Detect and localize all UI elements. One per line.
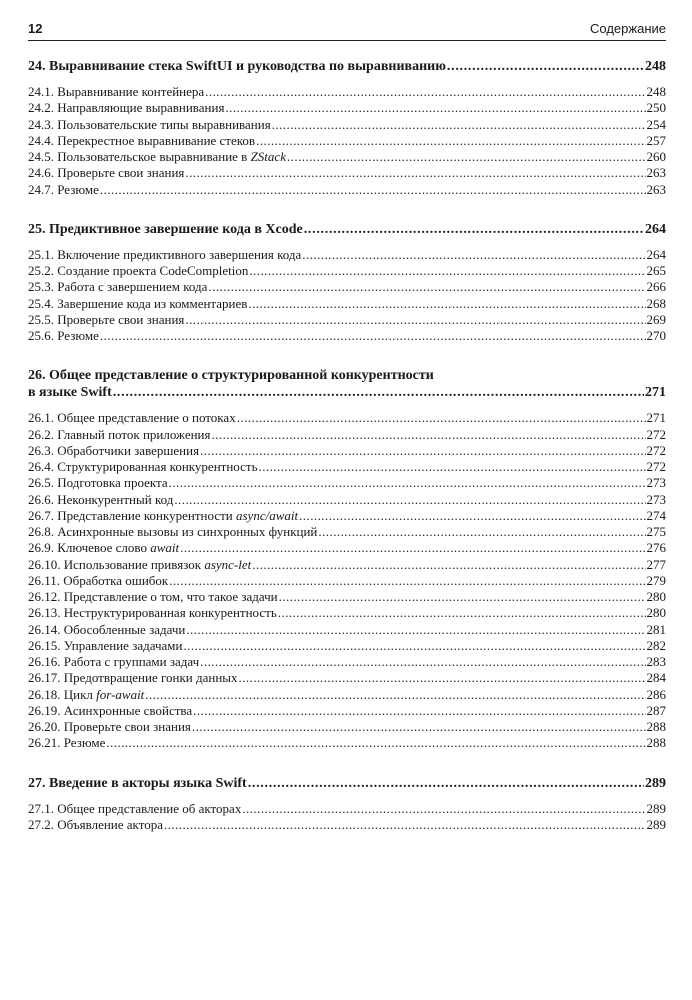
toc-entry[interactable] — [28, 703, 666, 719]
dot-leader — [248, 775, 644, 792]
section-title: Содержание — [590, 21, 666, 36]
toc-chapter-25 — [28, 221, 666, 345]
chapter-page: 271 — [645, 385, 666, 401]
chapter-page: 248 — [645, 59, 666, 74]
dot-leader — [200, 654, 645, 670]
dot-leader — [193, 703, 645, 719]
dot-leader — [100, 328, 646, 344]
dot-leader — [169, 573, 645, 589]
chapter-title: 24. Выравнивание стека SwiftUI и руководства по выравниванию — [28, 59, 446, 74]
entry-title: 26.4. Структурированная конкурентность — [28, 459, 258, 474]
toc-entry[interactable] — [28, 638, 666, 654]
entry-page: 288 — [646, 719, 666, 734]
toc-entry[interactable] — [28, 459, 666, 475]
entry-title: 25.4. Завершение кода из комментариев — [28, 295, 248, 311]
toc-entry[interactable] — [28, 589, 666, 605]
entry-page: 263 — [646, 165, 666, 181]
entry-title: 26.19. Асинхронные свойства — [28, 702, 193, 718]
dot-leader — [185, 312, 645, 328]
entry-page: 265 — [646, 263, 666, 278]
entry-title: 26.17. Предотвращение гонки данных — [28, 670, 238, 686]
entry-title: 27.2. Объявление актора — [28, 816, 163, 832]
entry-page: 273 — [646, 491, 666, 507]
dot-leader — [225, 100, 645, 116]
dot-leader — [180, 540, 645, 556]
dot-leader — [237, 410, 646, 426]
entry-page: 272 — [646, 442, 666, 458]
table-of-contents — [28, 58, 666, 833]
toc-entry[interactable] — [28, 524, 666, 540]
entry-title: 26.3. Обработчики завершения — [28, 442, 200, 458]
entry-page: 272 — [646, 426, 666, 442]
entry-page: 250 — [646, 100, 666, 116]
chapter-heading[interactable] — [28, 367, 666, 401]
entry-page: 270 — [646, 328, 666, 343]
entry-page: 263 — [646, 181, 666, 197]
entry-code-term: for-await — [96, 686, 145, 702]
entry-title: 26.21. Резюме — [28, 735, 106, 751]
entry-page: 275 — [646, 524, 666, 539]
toc-entry[interactable] — [28, 117, 666, 133]
entry-title: 24.4. Перекрестное выравнивание стеков — [28, 132, 256, 148]
entry-code-term: async-let — [204, 556, 252, 572]
toc-entry[interactable] — [28, 182, 666, 198]
entry-page: 286 — [646, 686, 666, 702]
chapter-heading[interactable] — [28, 58, 666, 75]
entry-page: 268 — [646, 295, 666, 311]
entry-title: 25.5. Проверьте свои знания — [28, 311, 185, 327]
entry-title: 26.13. Неструктурированная конкурентность — [28, 605, 277, 621]
toc-entry[interactable] — [28, 133, 666, 149]
entry-page: 287 — [646, 702, 666, 718]
toc-entry[interactable] — [28, 279, 666, 295]
toc-entry[interactable] — [28, 540, 666, 556]
toc-entry[interactable] — [28, 165, 666, 181]
entry-title: 26.20. Проверьте свои знания — [28, 719, 191, 734]
entry-page: 282 — [646, 637, 666, 653]
dot-leader — [205, 84, 645, 100]
chapter-entries — [28, 84, 666, 198]
dot-leader — [287, 149, 646, 165]
dot-leader — [272, 117, 646, 133]
entry-code-term: ZStack — [250, 149, 286, 164]
dot-leader — [304, 221, 644, 238]
entry-code-term: await — [150, 540, 180, 556]
toc-entry[interactable] — [28, 427, 666, 443]
entry-page: 271 — [646, 410, 666, 426]
entry-page: 280 — [646, 605, 666, 621]
dot-leader — [185, 165, 645, 181]
chapter-heading-line2 — [28, 384, 666, 401]
entry-title: 26.5. Подготовка проекта — [28, 475, 168, 491]
chapter-page: 289 — [645, 775, 666, 791]
toc-chapter-24 — [28, 58, 666, 198]
dot-leader — [259, 459, 646, 475]
dot-leader — [318, 524, 645, 540]
dot-leader — [252, 557, 645, 573]
running-header — [28, 20, 666, 41]
entry-title: 24.6. Проверьте свои знания — [28, 165, 185, 181]
entry-title: 24.7. Резюме — [28, 181, 99, 197]
entry-title: 24.3. Пользовательские типы выравнивания — [28, 116, 271, 132]
dot-leader — [242, 801, 645, 817]
entry-page: 279 — [646, 572, 666, 588]
entry-page: 288 — [646, 735, 666, 751]
entry-page: 254 — [646, 116, 666, 132]
dot-leader — [183, 638, 645, 654]
entry-title: 25.2. Создание проекта CodeCompletion — [28, 263, 249, 278]
dot-leader — [302, 247, 645, 263]
dot-leader — [145, 687, 645, 703]
entry-title: 26.16. Работа с группами задач — [28, 654, 200, 669]
toc-entry[interactable] — [28, 557, 666, 573]
toc-entry[interactable] — [28, 687, 666, 703]
dot-leader — [106, 735, 645, 751]
entry-title: 26.10. Использование привязок — [28, 556, 205, 572]
entry-title: 26.7. Представление конкурентности — [28, 507, 236, 523]
toc-chapter-26 — [28, 367, 666, 751]
entry-page: 274 — [646, 507, 666, 523]
dot-leader — [212, 427, 646, 443]
chapter-title-line1: 26. Общее представление о структурированной конкурентности — [28, 368, 434, 384]
entry-page: 284 — [646, 670, 666, 686]
entry-page: 269 — [646, 311, 666, 327]
dot-leader — [208, 279, 645, 295]
entry-page: 289 — [646, 800, 666, 816]
entry-title: 26.9. Ключевое слово — [28, 540, 151, 556]
entry-page: 264 — [646, 246, 666, 262]
dot-leader — [248, 296, 645, 312]
entry-title: 24.2. Направляющие выравнивания — [28, 100, 225, 116]
dot-leader — [164, 817, 646, 833]
toc-entry[interactable] — [28, 719, 666, 735]
chapter-title-line2: в языке Swift — [28, 385, 112, 401]
toc-entry[interactable] — [28, 475, 666, 491]
entry-title: 26.18. Цикл — [28, 686, 97, 702]
dot-leader — [113, 384, 644, 401]
entry-title: 25.6. Резюме — [28, 328, 99, 343]
dot-leader — [100, 182, 646, 198]
toc-entry[interactable] — [28, 817, 666, 833]
toc-entry[interactable] — [28, 263, 666, 279]
toc-entry[interactable] — [28, 492, 666, 508]
toc-entry[interactable] — [28, 654, 666, 670]
chapter-entries — [28, 247, 666, 345]
dot-leader — [192, 719, 646, 735]
dot-leader — [279, 589, 646, 605]
entry-page: 266 — [646, 279, 666, 295]
dot-leader — [249, 263, 645, 279]
entry-page: 276 — [646, 540, 666, 556]
toc-entry[interactable] — [28, 443, 666, 459]
entry-page: 273 — [646, 475, 666, 491]
dot-leader — [299, 508, 645, 524]
entry-title: 24.1. Выравнивание контейнера — [28, 84, 205, 99]
toc-entry[interactable] — [28, 670, 666, 686]
dot-leader — [278, 605, 646, 621]
chapter-title: 27. Введение в акторы языка Swift — [28, 775, 247, 791]
toc-entry[interactable] — [28, 573, 666, 589]
entry-title: 26.6. Неконкурентный код — [28, 491, 174, 507]
entry-code-term: async/await — [235, 507, 299, 523]
entry-title: 26.2. Главный поток приложения — [28, 426, 211, 442]
dot-leader — [256, 133, 645, 149]
entry-title: 26.14. Обособленные задачи — [28, 621, 186, 637]
entry-page: 248 — [646, 84, 666, 99]
toc-entry[interactable] — [28, 312, 666, 328]
entry-title: 26.15. Управление задачами — [28, 637, 183, 653]
dot-leader — [200, 443, 645, 459]
toc-entry[interactable] — [28, 296, 666, 312]
toc-entry[interactable] — [28, 605, 666, 621]
toc-entry[interactable] — [28, 801, 666, 817]
dot-leader — [174, 492, 645, 508]
toc-entry[interactable] — [28, 149, 666, 165]
entry-title: 25.1. Включение предиктивного завершения кода — [28, 246, 302, 262]
entry-page: 283 — [646, 654, 666, 669]
entry-title: 25.3. Работа с завершением кода — [28, 279, 208, 295]
entry-title: 26.11. Обработка ошибок — [28, 572, 169, 588]
entry-title: 26.1. Общее представление о потоках — [28, 410, 236, 426]
toc-entry[interactable] — [28, 735, 666, 751]
chapter-heading[interactable] — [28, 221, 666, 238]
chapter-entries — [28, 410, 666, 751]
toc-entry[interactable] — [28, 100, 666, 116]
dot-leader — [186, 622, 645, 638]
entry-title: 26.12. Представление о том, что такое задачи — [28, 589, 278, 604]
toc-entry[interactable] — [28, 508, 666, 524]
entry-page: 260 — [646, 149, 666, 164]
toc-chapter-27 — [28, 775, 666, 834]
chapter-title: 25. Предиктивное завершение кода в Xcode — [28, 221, 303, 237]
entry-page: 281 — [646, 621, 666, 637]
entry-title: 27.1. Общее представление об акторах — [28, 800, 242, 816]
chapter-page: 264 — [645, 221, 666, 237]
chapter-heading[interactable] — [28, 775, 666, 792]
toc-entry[interactable] — [28, 328, 666, 344]
dot-leader — [169, 475, 646, 491]
dot-leader — [447, 58, 644, 75]
chapter-entries — [28, 801, 666, 834]
entry-page: 280 — [646, 589, 666, 604]
toc-entry[interactable] — [28, 410, 666, 426]
dot-leader — [239, 670, 646, 686]
toc-entry[interactable] — [28, 84, 666, 100]
toc-entry[interactable] — [28, 247, 666, 263]
toc-entry[interactable] — [28, 622, 666, 638]
entry-title: 26.8. Асинхронные вызовы из синхронных функций — [28, 524, 318, 539]
page-number: 12 — [28, 21, 43, 36]
entry-page: 277 — [646, 556, 666, 572]
entry-title: 24.5. Пользовательское выравнивание в — [28, 149, 251, 164]
entry-page: 257 — [646, 132, 666, 148]
entry-page: 272 — [646, 459, 666, 474]
entry-page: 289 — [646, 816, 666, 832]
